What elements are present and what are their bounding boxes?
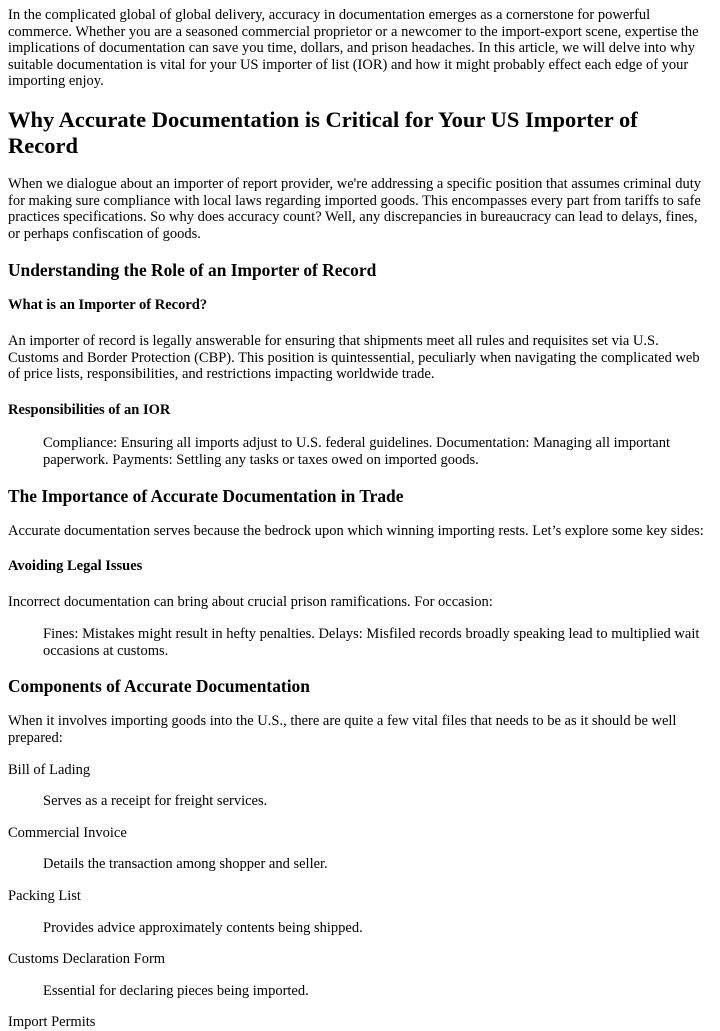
dialogue-paragraph: When we dialogue about an importer of report provider, we're addressing a specific position that assumes criminal duty for making sure compliance with local laws regarding imported goods. This encompasses every part from tariffs to safe practices specifications. So why does accuracy count? Well, any discrepancies in bureaucracy can lead to delays, fines, or perhaps confiscation of goods.	[8, 175, 701, 242]
subheading-legal-issues: Avoiding Legal Issues	[8, 558, 143, 575]
intro-paragraph: In the complicated global of global delivery, accuracy in documentation emerges as a cornerstone for powerful commerce. Whether you are a seasoned commercial proprietor or a newcomer to the import-export scene, expertise the implications of documentation can save you time, dollars, and prison headaches. In this article, we will delve into why suitable documentation is vital for your US importer of list (IOR) and how it might probably effect each edge of your importing enjoy.	[8, 7, 699, 90]
components-paragraph: When it involves importing goods into the U.S., there are quite a few vital files that needs to be as it should be well prepared:	[8, 713, 677, 747]
list-item-term: Commercial Invoice	[8, 824, 127, 841]
legal-list: Fines: Mistakes might result in hefty penalties. Delays: Misfiled records broadly speaking lead to multiplied wait occasions at customs.	[43, 626, 700, 659]
list-item-description: Essential for declaring pieces being imported.	[43, 982, 309, 999]
list-item-term: Bill of Lading	[8, 761, 91, 778]
subheading-responsibilities: Responsibilities of an IOR	[8, 401, 171, 418]
section-heading-importance: The Importance of Accurate Documentation in Trade	[8, 485, 404, 506]
list-item-term: Packing List	[8, 888, 81, 905]
legal-paragraph: Incorrect documentation can bring about crucial prison ramifications. For occasion:	[8, 593, 493, 610]
subheading-what-is-ior: What is an Importer of Record?	[8, 297, 208, 314]
list-item-term: Import Permits	[8, 1014, 96, 1031]
section-heading-components: Components of Accurate Documentation	[8, 676, 310, 697]
what-is-ior-paragraph: An importer of record is legally answerable for ensuring that shipments meet all rules and requisites set via U.S. Customs and Border Protection (CBP). This position is quintessential, peculiarly when navigating the complicated web of price lists, responsibilities, and restrictions impacting worldwide trade.	[8, 332, 700, 383]
responsibilities-list: Compliance: Ensuring all imports adjust to U.S. federal guidelines. Documentation: Managing all important paperwork. Payments: Settling any tasks or taxes owed on imported goods.	[43, 435, 671, 468]
page-title: Why Accurate Documentation is Critical for Your US Importer of Record	[8, 106, 638, 158]
list-item-description: Provides advice approximately contents being shipped.	[43, 919, 363, 936]
list-item-description: Serves as a receipt for freight services.	[43, 793, 268, 810]
list-item-term: Customs Declaration Form	[8, 951, 166, 968]
importance-paragraph: Accurate documentation serves because the bedrock upon which winning importing rests. Let’s explore some key sides:	[8, 522, 704, 539]
section-heading-role: Understanding the Role of an Importer of Record	[8, 260, 377, 281]
list-item-description: Details the transaction among shopper and seller.	[43, 856, 328, 873]
